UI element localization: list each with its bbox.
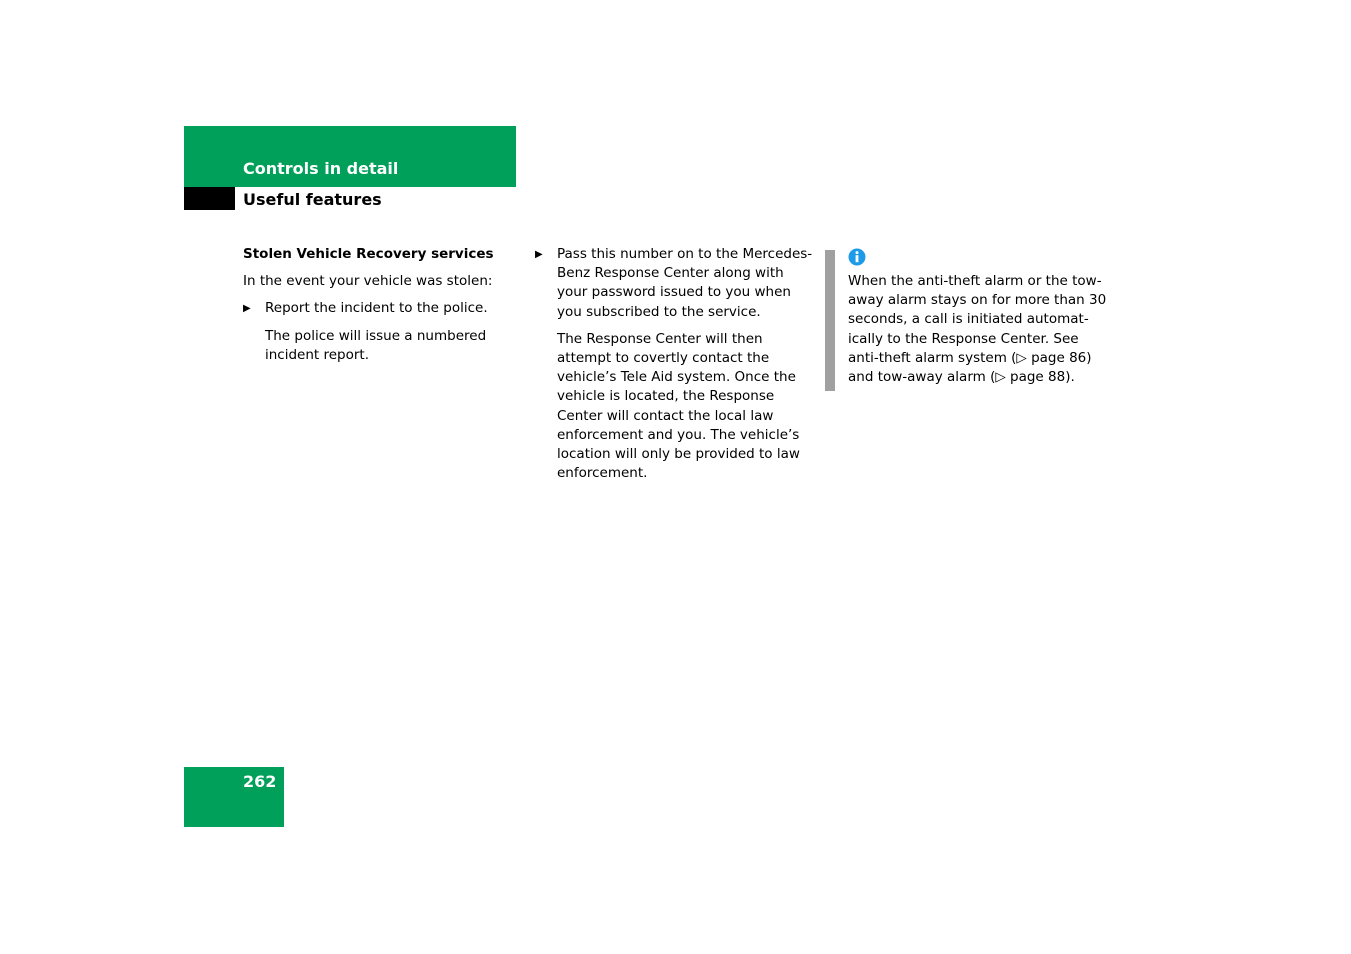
chapter-title: Controls in detail bbox=[243, 159, 399, 178]
instruction-item bbox=[535, 245, 815, 322]
instruction-text: Pass this number on to the Mercedes-Benz Response Center along with your password issued to you when you subscribed to the service. bbox=[557, 246, 813, 320]
note-side-bar bbox=[825, 250, 835, 391]
section-title: Useful features bbox=[243, 190, 382, 209]
subheading: Stolen Vehicle Recovery services bbox=[243, 246, 494, 262]
page-number: 262 bbox=[243, 772, 277, 791]
column-middle bbox=[535, 245, 815, 491]
followup-text: The police will issue a numbered incident report. bbox=[265, 327, 487, 363]
bullet-arrow-icon: ▶ bbox=[243, 303, 251, 315]
section-marker bbox=[184, 187, 235, 210]
note-text: When the anti-theft alarm or the tow-away alarm stays on for more than 30 seconds, a call is initiated automat-ically to the Response Center. See anti-theft alarm system (▷ page 86) and tow-away alarm (▷ page 88). bbox=[848, 273, 1107, 386]
info-note bbox=[848, 248, 1108, 387]
intro-text: In the event your vehicle was stolen: bbox=[243, 273, 493, 290]
info-icon bbox=[848, 248, 866, 266]
bullet-arrow-icon: ▶ bbox=[535, 249, 543, 260]
instruction-text: Report the incident to the police. bbox=[265, 300, 488, 317]
response-center-text: The Response Center will then attempt to covertly contact the vehicle’s Tele Aid system. Once the vehicle is located, the Response Center will contact the local law enforcement and you. The vehicle’s location will only be provided to law enforcement. bbox=[557, 330, 800, 482]
instruction-item bbox=[243, 299, 505, 318]
column-left bbox=[243, 245, 505, 373]
